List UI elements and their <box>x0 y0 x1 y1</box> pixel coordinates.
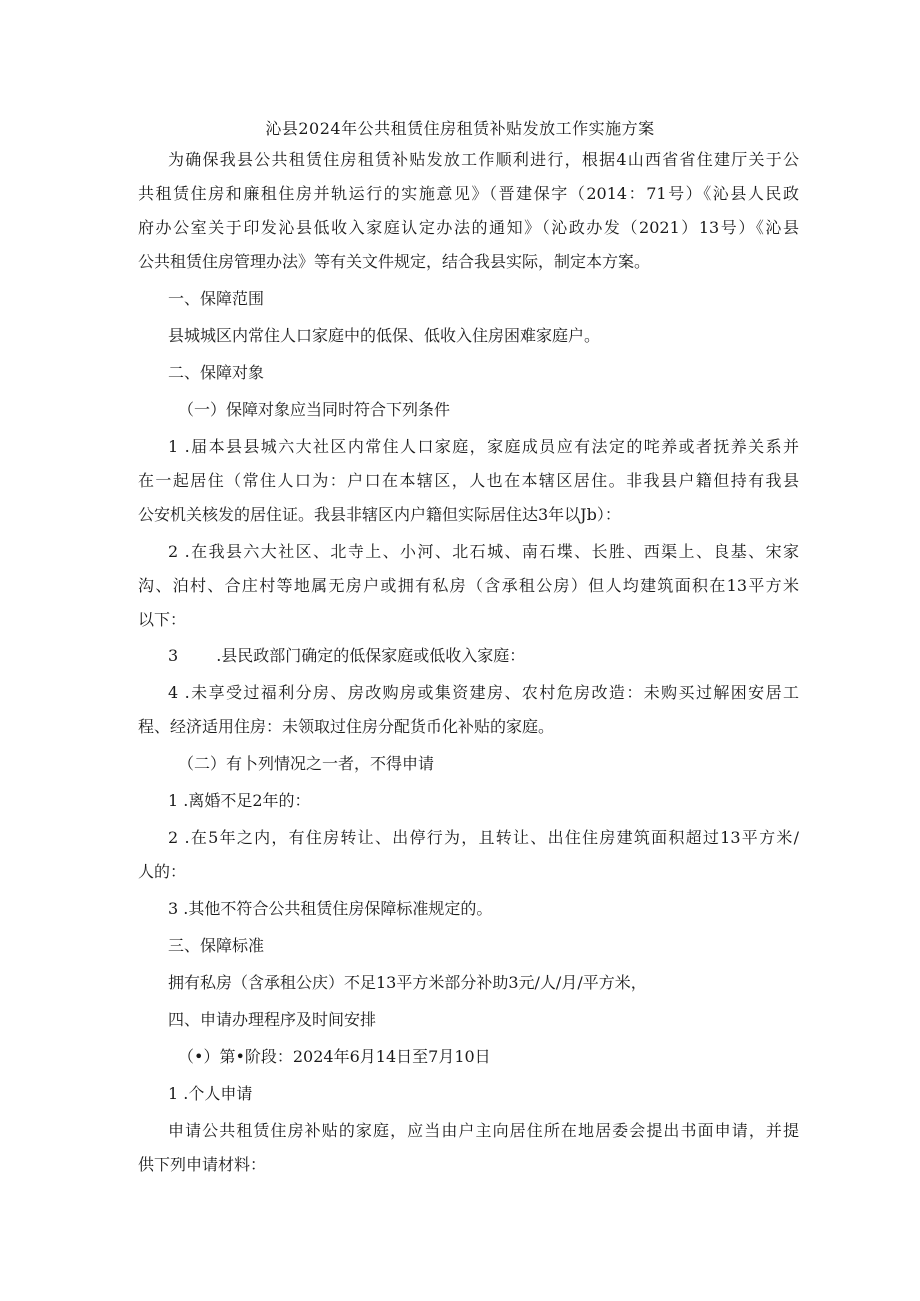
step-1-personal-application: 1 .个人申请 <box>168 1084 253 1103</box>
subheading-exclusions: （二）有卜列情况之一者，不得申请 <box>178 754 435 773</box>
paragraph-scope: 县城城区内常住人口家庭中的低保、低收入住房困难家庭户。 <box>168 326 601 345</box>
item-4-line-1: 4 .未享受过福利分房、房改购房或集资建房、农村危房改造：未购买过解困安居工 <box>168 683 799 702</box>
item-4-line-2: 程、经济适用住房：未领取过住房分配货币化补贴的家庭。 <box>138 717 555 736</box>
paragraph-intro-line-4: 公共租赁住房管理办法》等有关文件规定，结合我县实际，制定本方案。 <box>138 252 651 271</box>
item-2-line-3: 以下： <box>138 610 187 629</box>
exclusion-1: 1 .离婚不足2年的： <box>168 791 311 810</box>
item-2-line-1: 2 .在我县六大社区、北寺上、小河、北石城、南石堞、长胜、西渠上、良基、宋家 <box>168 542 799 561</box>
exclusion-2-line-1: 2 .在5年之内，有住房转让、出停行为，且转让、出住住房建筑面积超过13平方米/ <box>168 828 799 847</box>
paragraph-application-line-2: 供下列申请材料： <box>138 1155 267 1174</box>
exclusion-2-line-2: 人的： <box>138 862 187 881</box>
item-3-line <box>168 641 525 671</box>
item-3-text: .县民政部门确定的低保家庭或低收入家庭： <box>216 646 526 665</box>
item-1-line-3: 公安机关核发的居住证。我县非辖区内户籍但实际居住达3年以Jb）： <box>138 505 621 524</box>
heading-standard: 三、保障标准 <box>168 936 265 955</box>
item-1-line-1: 1 .届本县县城六大社区内常住人口家庭，家庭成员应有法定的咤养或者抚养关系并 <box>168 437 799 456</box>
subheading-conditions: （一）保障对象应当同时符合下列条件 <box>178 400 451 419</box>
item-1-line-2: 在一起居住（常住人口为：户口在本辖区，人也在本辖区居住。非我县户籍但持有我县 <box>138 471 799 490</box>
heading-scope: 一、保障范围 <box>168 289 265 308</box>
paragraph-intro-line-3: 府办公室关于印发沁县低收入家庭认定办法的通知》（沁政办发（2021）13号）《沁县 <box>138 218 799 237</box>
paragraph-standard: 拥有私房（含承租公庆）不足13平方米部分补助3元/人/月/平方米， <box>168 973 647 992</box>
item-2-line-2: 沟、泊村、合庄村等地属无房户或拥有私房（含承租公房）但人均建筑面积在13平方米 <box>138 576 799 595</box>
paragraph-intro-line-2: 共租赁住房和廉租住房并轨运行的实施意见》（晋建保字（2014：71号）《沁县人民政 <box>138 184 799 203</box>
paragraph-intro-line-1: 为确保我县公共租赁住房租赁补贴发放工作顺利进行，根据4山西省省住建厅关于公 <box>168 150 799 169</box>
paragraph-application-line-1: 申请公共租赁住房补贴的家庭，应当由户主向居住所在地居委会提出书面申请，并提 <box>168 1121 799 1140</box>
subheading-phase-1: （•）第•阶段：2024年6月14日至7月10日 <box>178 1047 491 1066</box>
document-title: 沁县2024年公共租赁住房租赁补贴发放工作实施方案 <box>265 119 655 138</box>
heading-targets: 二、保障对象 <box>168 363 265 382</box>
item-3-number: 3 <box>168 646 179 665</box>
exclusion-3: 3 .其他不符合公共租赁住房保障标准规定的。 <box>168 899 493 918</box>
heading-procedure: 四、申请办理程序及时间安排 <box>168 1010 377 1029</box>
